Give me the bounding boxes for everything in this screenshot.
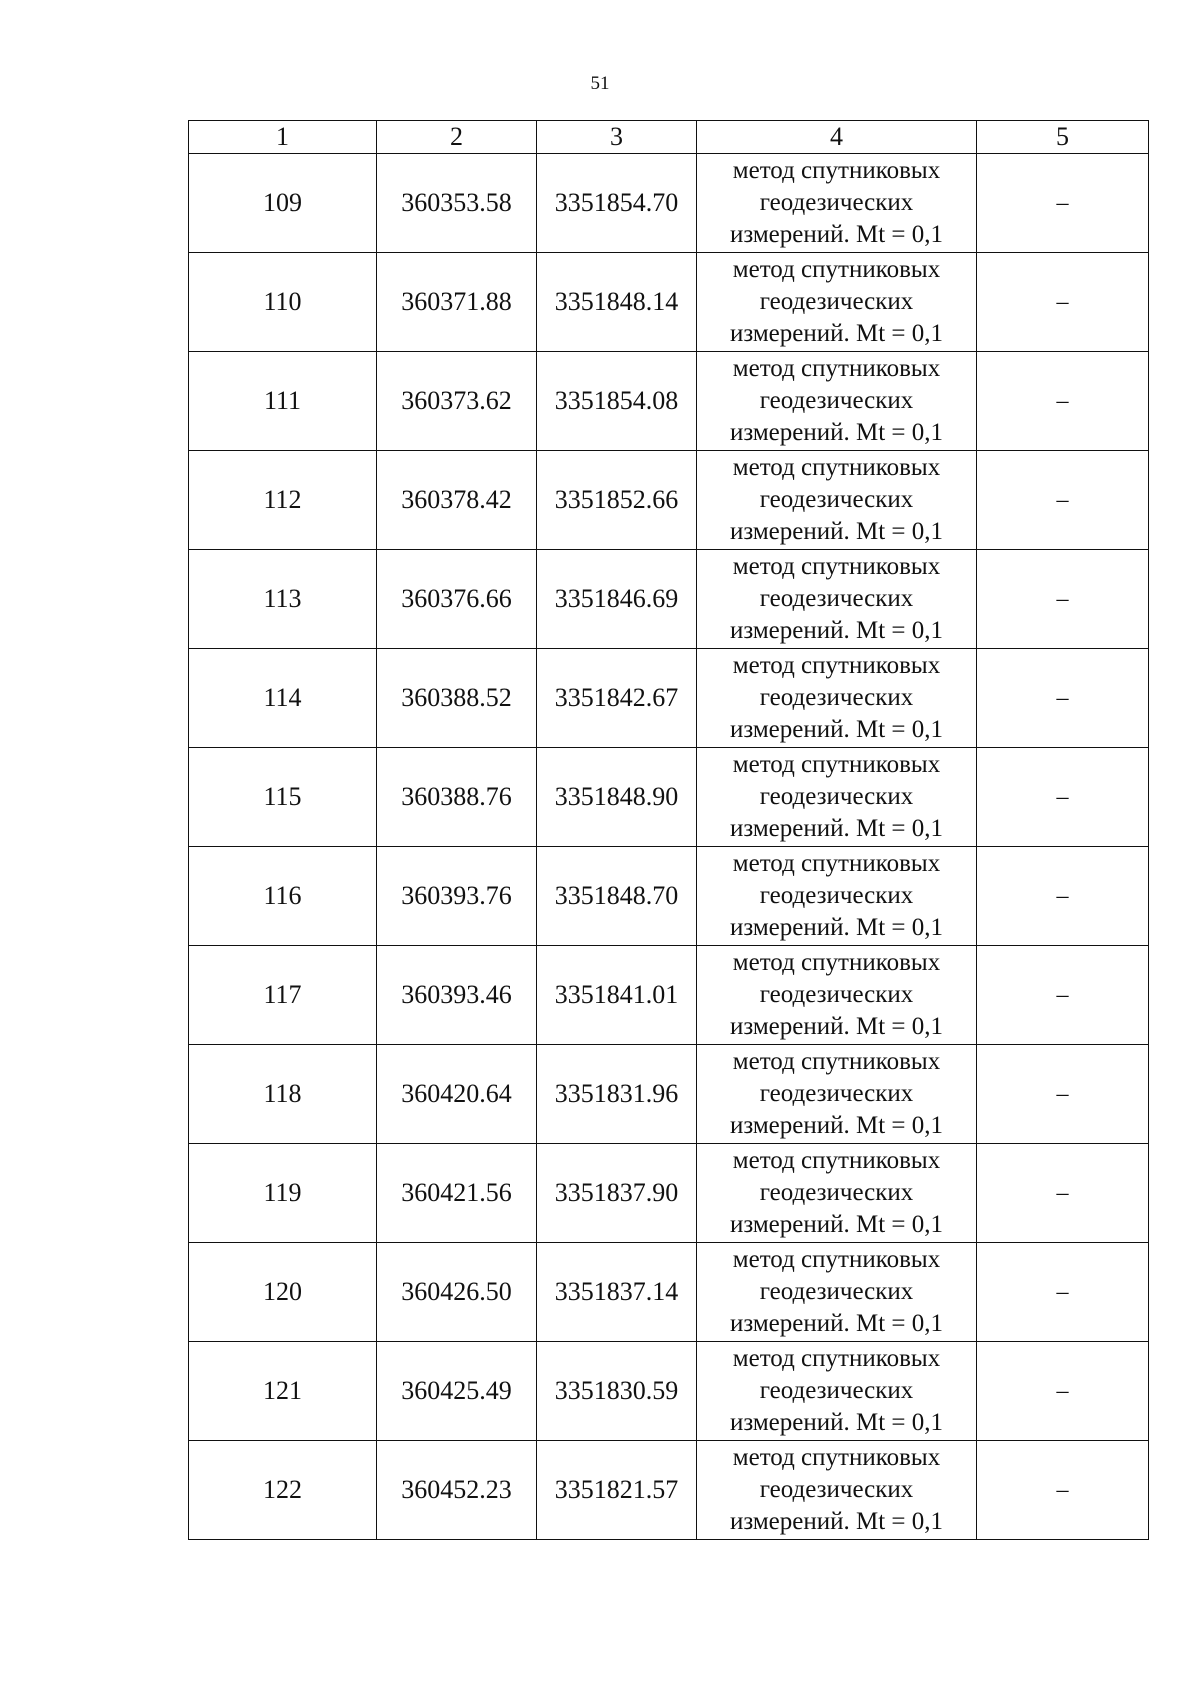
col5-cell: – [977, 748, 1149, 847]
col5-cell: – [977, 352, 1149, 451]
point-number-cell: 110 [189, 253, 377, 352]
table-row [189, 946, 1149, 1045]
col5-cell: – [977, 253, 1149, 352]
point-number-cell: 119 [189, 1144, 377, 1243]
method-line: геодезических [759, 783, 914, 810]
method-line: метод спутниковых [732, 1444, 941, 1471]
y-coordinate-cell: 3351821.57 [537, 1441, 697, 1540]
x-coordinate-cell: 360393.76 [377, 847, 537, 946]
method-line: измерений. Mt = 0,1 [729, 617, 944, 644]
method-line: измерений. Mt = 0,1 [729, 815, 944, 842]
point-number-cell: 116 [189, 847, 377, 946]
point-number-cell: 121 [189, 1342, 377, 1441]
table-row [189, 154, 1149, 253]
method-line: измерений. Mt = 0,1 [729, 914, 944, 941]
method-line: геодезических [759, 486, 914, 513]
y-coordinate-cell: 3351842.67 [537, 649, 697, 748]
method-cell [697, 1144, 977, 1243]
method-line: метод спутниковых [732, 355, 941, 382]
method-line: геодезических [759, 1179, 914, 1206]
x-coordinate-cell: 360426.50 [377, 1243, 537, 1342]
y-coordinate-cell: 3351852.66 [537, 451, 697, 550]
method-cell [697, 451, 977, 550]
table-row [189, 748, 1149, 847]
method-line: измерений. Mt = 0,1 [729, 419, 944, 446]
method-line: геодезических [759, 1080, 914, 1107]
header-col-1: 1 [189, 121, 377, 154]
col5-cell: – [977, 946, 1149, 1045]
y-coordinate-cell: 3351848.90 [537, 748, 697, 847]
point-number-cell: 120 [189, 1243, 377, 1342]
method-line: метод спутниковых [732, 1048, 941, 1075]
y-coordinate-cell: 3351841.01 [537, 946, 697, 1045]
method-line: метод спутниковых [732, 751, 941, 778]
method-cell [697, 550, 977, 649]
method-line: измерений. Mt = 0,1 [729, 221, 944, 248]
point-number-cell: 115 [189, 748, 377, 847]
method-line: геодезических [759, 387, 914, 414]
header-col-2: 2 [377, 121, 537, 154]
method-line: измерений. Mt = 0,1 [729, 1211, 944, 1238]
y-coordinate-cell: 3351837.14 [537, 1243, 697, 1342]
table-row [189, 352, 1149, 451]
method-line: метод спутниковых [732, 454, 941, 481]
table-row [189, 1144, 1149, 1243]
y-coordinate-cell: 3351854.70 [537, 154, 697, 253]
table-row [189, 649, 1149, 748]
x-coordinate-cell: 360425.49 [377, 1342, 537, 1441]
method-line: измерений. Mt = 0,1 [729, 518, 944, 545]
method-cell [697, 253, 977, 352]
x-coordinate-cell: 360388.52 [377, 649, 537, 748]
method-line: измерений. Mt = 0,1 [729, 1508, 944, 1535]
col5-cell: – [977, 1243, 1149, 1342]
method-line: геодезических [759, 1476, 914, 1503]
col5-cell: – [977, 550, 1149, 649]
method-cell [697, 352, 977, 451]
page-number: 51 [590, 73, 610, 94]
method-line: геодезических [759, 585, 914, 612]
col5-cell: – [977, 451, 1149, 550]
table-row [189, 253, 1149, 352]
method-line: метод спутниковых [732, 157, 941, 184]
method-cell [697, 1441, 977, 1540]
method-line: геодезических [759, 288, 914, 315]
method-cell [697, 1342, 977, 1441]
col5-cell: – [977, 1045, 1149, 1144]
x-coordinate-cell: 360421.56 [377, 1144, 537, 1243]
coordinates-table [188, 120, 1149, 1540]
table-row [189, 847, 1149, 946]
point-number-cell: 111 [189, 352, 377, 451]
x-coordinate-cell: 360452.23 [377, 1441, 537, 1540]
method-cell [697, 1045, 977, 1144]
method-line: геодезических [759, 981, 914, 1008]
point-number-cell: 112 [189, 451, 377, 550]
method-line: метод спутниковых [732, 553, 941, 580]
y-coordinate-cell: 3351846.69 [537, 550, 697, 649]
point-number-cell: 122 [189, 1441, 377, 1540]
method-line: геодезических [759, 882, 914, 909]
method-cell [697, 154, 977, 253]
point-number-cell: 118 [189, 1045, 377, 1144]
x-coordinate-cell: 360378.42 [377, 451, 537, 550]
method-line: геодезических [759, 684, 914, 711]
x-coordinate-cell: 360388.76 [377, 748, 537, 847]
header-col-4: 4 [697, 121, 977, 154]
method-line: измерений. Mt = 0,1 [729, 716, 944, 743]
method-line: измерений. Mt = 0,1 [729, 1013, 944, 1040]
y-coordinate-cell: 3351848.14 [537, 253, 697, 352]
header-row [189, 121, 1149, 154]
method-line: метод спутниковых [732, 850, 941, 877]
method-line: геодезических [759, 189, 914, 216]
method-line: измерений. Mt = 0,1 [729, 1409, 944, 1436]
method-line: метод спутниковых [732, 949, 941, 976]
table-row [189, 550, 1149, 649]
point-number-cell: 114 [189, 649, 377, 748]
col5-cell: – [977, 847, 1149, 946]
header-col-5: 5 [977, 121, 1149, 154]
x-coordinate-cell: 360376.66 [377, 550, 537, 649]
point-number-cell: 109 [189, 154, 377, 253]
table-row [189, 1243, 1149, 1342]
table-row [189, 1342, 1149, 1441]
header-col-3: 3 [537, 121, 697, 154]
col5-cell: – [977, 1342, 1149, 1441]
col5-cell: – [977, 649, 1149, 748]
col5-cell: – [977, 1144, 1149, 1243]
point-number-cell: 117 [189, 946, 377, 1045]
method-line: метод спутниковых [732, 1147, 941, 1174]
method-cell [697, 1243, 977, 1342]
method-line: измерений. Mt = 0,1 [729, 1310, 944, 1337]
table-body [189, 154, 1149, 1540]
x-coordinate-cell: 360373.62 [377, 352, 537, 451]
method-line: метод спутниковых [732, 1246, 941, 1273]
method-line: метод спутниковых [732, 652, 941, 679]
y-coordinate-cell: 3351831.96 [537, 1045, 697, 1144]
point-number-cell: 113 [189, 550, 377, 649]
method-line: измерений. Mt = 0,1 [729, 1112, 944, 1139]
method-cell [697, 649, 977, 748]
method-line: метод спутниковых [732, 256, 941, 283]
table-row [189, 451, 1149, 550]
y-coordinate-cell: 3351854.08 [537, 352, 697, 451]
table-header [189, 121, 1149, 154]
table-row [189, 1441, 1149, 1540]
col5-cell: – [977, 1441, 1149, 1540]
method-cell [697, 946, 977, 1045]
y-coordinate-cell: 3351848.70 [537, 847, 697, 946]
y-coordinate-cell: 3351830.59 [537, 1342, 697, 1441]
x-coordinate-cell: 360393.46 [377, 946, 537, 1045]
method-cell [697, 847, 977, 946]
table-row [189, 1045, 1149, 1144]
method-line: измерений. Mt = 0,1 [729, 320, 944, 347]
method-line: геодезических [759, 1278, 914, 1305]
x-coordinate-cell: 360353.58 [377, 154, 537, 253]
method-line: геодезических [759, 1377, 914, 1404]
x-coordinate-cell: 360420.64 [377, 1045, 537, 1144]
col5-cell: – [977, 154, 1149, 253]
y-coordinate-cell: 3351837.90 [537, 1144, 697, 1243]
method-line: метод спутниковых [732, 1345, 941, 1372]
method-cell [697, 748, 977, 847]
x-coordinate-cell: 360371.88 [377, 253, 537, 352]
